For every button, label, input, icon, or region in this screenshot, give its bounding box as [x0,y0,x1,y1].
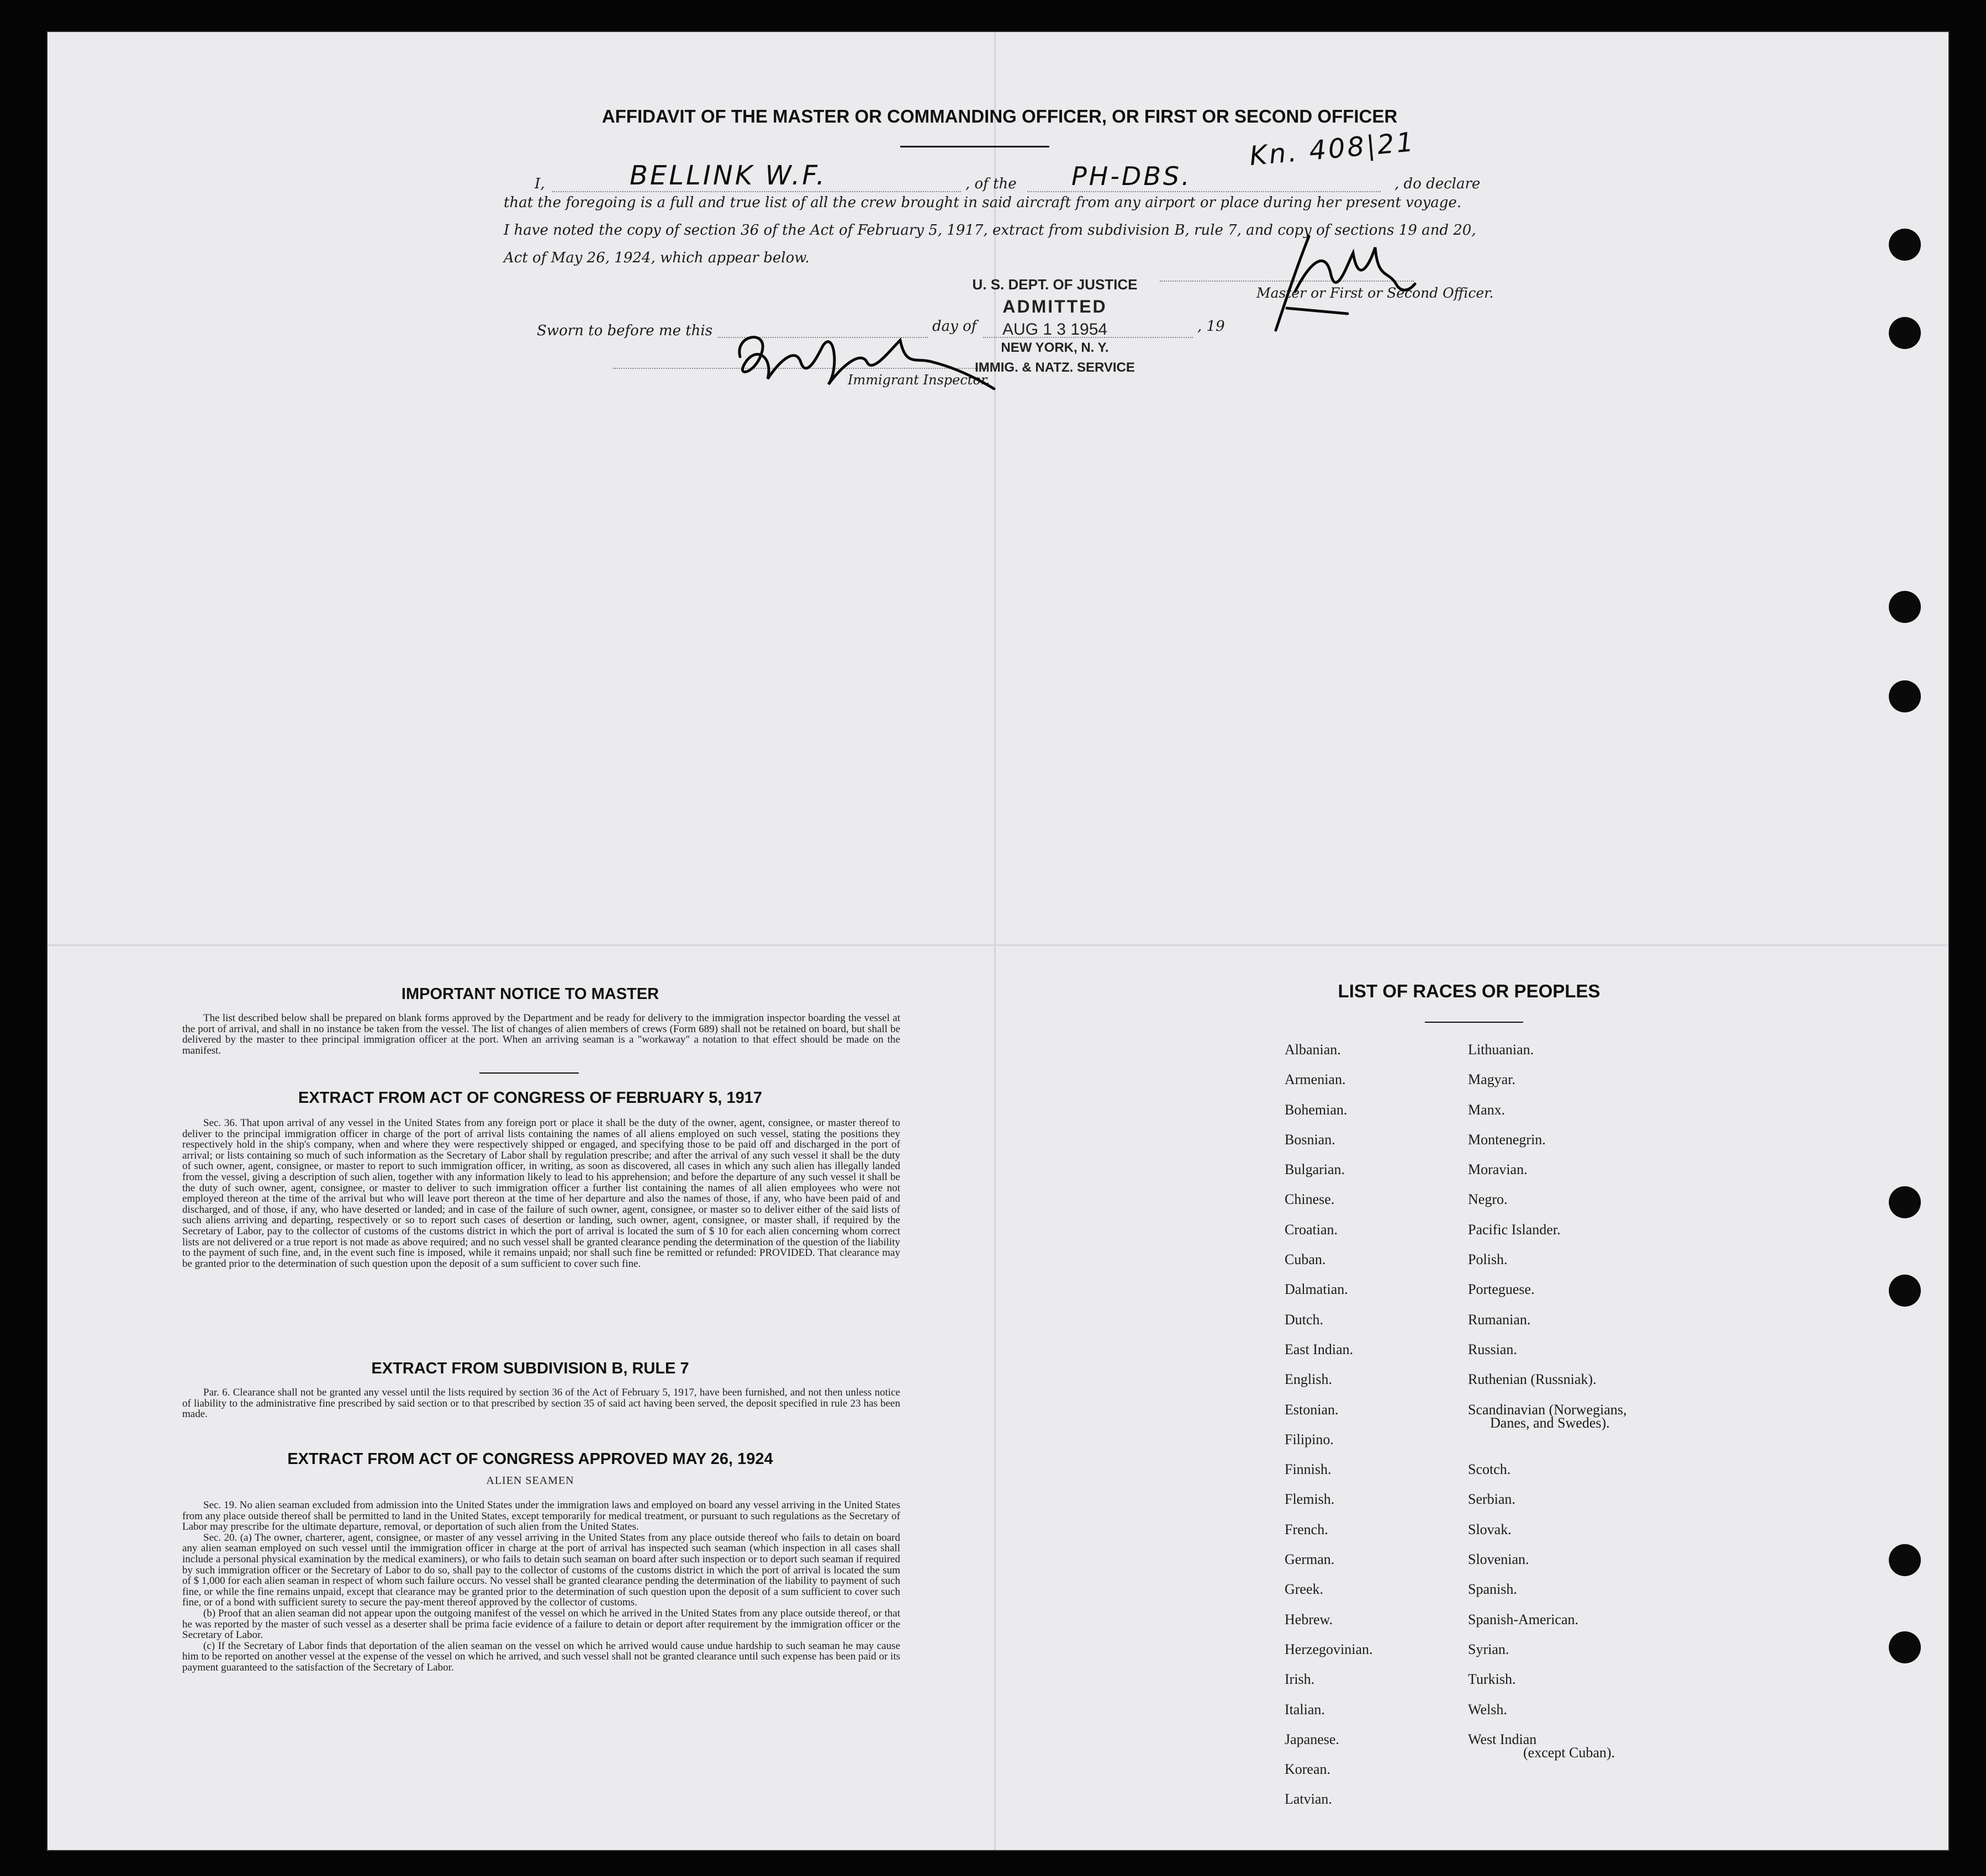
race-item: Finnish. [1285,1461,1332,1478]
race-item: Magyar. [1468,1071,1515,1088]
year-label: , 19 [1197,318,1225,335]
binder-hole [1889,1544,1921,1576]
sec20a-paragraph: Sec. 20. (a) The owner, charterer, agent, consignee, or master of any vessel arriving in the United States from any place outside thereof who fails to detain on board any alien seaman employed on such vessel until the immigration officer in charge at the port of arrival has inspected such seaman (which inspection in all cases shall include a personal physical examination by the medical examiners), or who fails to detain such seaman on board after such inspection or to deport such seaman if required by such immigration officer or the Secretary of Labor to do so, shall pay to the collector of customs of the customs district in which the port of arrival is located the sum of $ 1,000 for each alien seaman in respect of whom such failure occurs. No vessel shall be granted clearance pending the determination of the liability to payment of such fine, or while the fine remains unpaid, except that clearance may be granted prior to the determination of such question upon the deposit of a sum sufficient to cover such fine, or of a bond with sufficient surety to secure the pay-ment thereof approved by the collector of customs. [182,1531,900,1609]
race-item: Herzegovinian. [1285,1641,1373,1657]
rule7-title: EXTRACT FROM SUBDIVISION B, RULE 7 [371,1360,689,1377]
race-item: Pacific Islander. [1468,1221,1561,1238]
race-item: Ruthenian (Russniak). [1468,1371,1597,1388]
rule7-text [182,1387,900,1420]
race-item: Turkish. [1468,1671,1516,1688]
race-item: Porteguese. [1468,1281,1535,1298]
inspector-caption: Immigrant Inspector. [848,372,990,388]
race-item: German. [1285,1551,1335,1568]
master-signature-caption: Master or First or Second Officer. [1256,285,1494,301]
binder-hole [1889,591,1921,623]
race-item: Bosnian. [1285,1131,1335,1148]
race-item: Greek. [1285,1581,1324,1598]
alien-seamen-subtitle: ALIEN SEAMEN [486,1475,574,1487]
affidavit-line-2: that the foregoing is a full and true list of all the crew brought in said aircraft from any airport or place during her present voyage. [504,194,1462,211]
binder-hole [1889,1631,1921,1663]
sec19-paragraph: Sec. 19. No alien seaman excluded from admission into the United States under the immigration laws and employed on board any vessel arriving in the United States from any place outside thereof shall be permitted to land in the United States, except temporarily for medical treatment, or pursuant to such regulations as the Secretary of Labor may prescribe for the ultimate departure, removal, or deportation of such alien from the United States. [182,1499,900,1533]
race-item: Slovenian. [1468,1551,1529,1568]
race-item: Welsh. [1468,1701,1507,1718]
race-item: English. [1285,1371,1332,1388]
race-item: Rumanian. [1468,1311,1531,1328]
race-item: Bohemian. [1285,1101,1348,1118]
extract-1917-text [182,1118,900,1269]
affidavit-line-3: I have noted the copy of section 36 of the Act of February 5, 1917, extract from subdivision B, rule 7, and copy of sections 19 and 20, [504,222,1476,239]
race-item: Dalmatian. [1285,1281,1348,1298]
master-name-handwritten: BELLINK W.F. [630,160,827,191]
notice-text [182,1013,900,1056]
race-item: Chinese. [1285,1191,1335,1208]
sec36-paragraph: Sec. 36. That upon arrival of any vessel in the United States from any foreign port or place it shall be the duty of the owner, agent, consignee, or master thereof to deliver to the principal immigration officer in charge of the port of arrival lists containing the names of all aliens employed on such vessel, stating the positions they respectively hold in the ship's company, when and where they were respectively shipped or engaged, and specifying those to be paid off and discharged in the port of arrival; or lists containing so much of such information as the Secretary of Labor shall by regulation prescribe; and after the arrival of any such vessel it shall be the duty of such owner, agent, consignee, or master to report to such immigration officer, in writing, as soon as discovered, all cases in which any such alien has illegally landed from the vessel, giving a description of such alien, together with any information likely to lead to his apprehension; and before the departure of any such vessel it shall be the duty of such owner, agent, consignee, or master to deliver to such immigration officer a further list containing the names of all alien employees who were not employed thereon at the time of the arrival but who will leave port thereon at the time of her departure and also the names of those, if any, who have been paid of and discharged, and of those, if any, who have deserted or landed; and in case of the failure of such owner, agent, consignee, or master so to deliver either of the said lists of such aliens arriving and departing, respectively or so to report such cases of desertion or landing, such owner, agent, consignee, or master shall, if required by the Secretary of Labor, pay to the collector of customs of the customs district in which the port of arrival is located the sum of $ 10 for each alien concerning whom correct lists are not delivered or a true report is not made as above required; and no such vessel shall be granted clearance pending the determination of the question of the liability to the payment of such fine, and, in the event such fine is imposed, while it remains unpaid; nor shall such fine be remitted or refunded: PROVIDED. That clearance may be granted prior to the determination of such question upon the deposit of a sum sufficient to cover such fine. [182,1117,901,1270]
race-item-continuation: Danes, and Swedes). [1490,1414,1610,1431]
affidavit-line-4: Act of May 26, 1924, which appear below. [504,250,810,266]
race-item: Manx. [1468,1101,1506,1118]
binder-hole [1889,317,1921,349]
race-item: Bulgarian. [1285,1161,1345,1178]
aircraft-line [1027,191,1381,192]
race-item: Albanian. [1285,1042,1341,1058]
race-item: Negro. [1468,1191,1508,1208]
stamp-line-5: IMMIG. & NATZ. SERVICE [975,360,1135,375]
race-item: Latvian. [1285,1791,1332,1808]
extract-1924-text [182,1500,900,1673]
race-item: Moravian. [1468,1161,1528,1178]
extract-1924-title: EXTRACT FROM ACT OF CONGRESS APPROVED MAY 26, 1924 [287,1450,773,1468]
race-item: Croatian. [1285,1221,1338,1238]
fold-line-horizontal [47,944,1948,946]
race-item: Italian. [1285,1701,1325,1718]
race-item-text: Scandinavian (Norwegians, [1468,1401,1627,1418]
race-item: Filipino. [1285,1431,1334,1447]
stamp-line-2: ADMITTED [1002,297,1107,316]
binder-hole [1889,1186,1921,1218]
race-item: Irish. [1285,1671,1315,1688]
admitted-stamp [972,276,1138,376]
races-title: LIST OF RACES OR PEOPLES [1338,981,1601,1001]
race-item: Hebrew. [1285,1611,1333,1627]
race-item: Cuban. [1285,1251,1326,1268]
race-item-continuation: (except Cuban). [1523,1744,1615,1761]
race-item: Russian. [1468,1341,1517,1357]
races-column-2 [1468,1042,1626,1775]
binder-hole [1889,680,1921,712]
sec20c-paragraph: (c) If the Secretary of Labor finds that deportation of the alien seaman on the vessel on which he arrived would cause undue hardship to such seaman he may cause him to be reported on another vessel at the expense of the vessel on which he arrived, and such vessel shall not be granted clearance until such expense has been paid or its payment guaranteed to the satisfaction of the Secretary of Labor. [182,1640,900,1673]
notice-paragraph: The list described below shall be prepared on blank forms approved by the Department and be ready for delivery to the immigration inspector boarding the vessel at the port of arrival, and shall in no instance be taken from the vessel. The list of changes of alien members of crews (Form 689) shall not be retained on board, but shall be delivered by the master to thee principal immigration officer at the port. When an arriving seaman is a "workaway" a notation to that effect should be made on the manifest. [182,1012,900,1056]
race-item: Armenian. [1285,1071,1346,1088]
title-rule [900,146,1049,147]
race-item: Spanish. [1468,1581,1517,1598]
race-item: Estonian. [1285,1401,1339,1418]
race-item: Flemish. [1285,1491,1335,1508]
binder-hole [1889,229,1921,261]
race-item: French. [1285,1521,1328,1537]
race-item: East Indian. [1285,1341,1354,1357]
race-item-text: West Indian [1468,1731,1537,1747]
race-item: Montenegrin. [1468,1131,1546,1148]
do-declare-label: , do declare [1395,176,1481,192]
sworn-label: Sworn to before me this [537,323,713,339]
notice-rule [479,1072,579,1074]
day-of-label: day of [932,318,977,335]
race-item: Serbian. [1468,1491,1515,1508]
extract-1917-title: EXTRACT FROM ACT OF CONGRESS OF FEBRUARY 5, 1917 [298,1089,763,1107]
race-item: Slovak. [1468,1521,1512,1537]
races-rule [1425,1022,1523,1023]
master-name-line [552,191,961,192]
inspector-signature [723,324,1000,406]
stamp-line-4: NEW YORK, N. Y. [1001,340,1109,355]
races-column-1 [1285,1042,1373,1821]
binder-hole [1889,1275,1921,1307]
race-item: Spanish-American. [1468,1611,1579,1627]
race-item: Lithuanian. [1468,1042,1534,1058]
sec20b-paragraph: (b) Proof that an alien seaman did not appear upon the outgoing manifest of the vessel on which he arrived in the United States from any place outside thereof, or that he was reported by the master of such vessel as a deserter shall be prima facie evidence of a failure to detain or deport after requirement by the immigration officer or the Secretary of Labor. [182,1607,900,1641]
race-item: Polish. [1468,1251,1508,1268]
affidavit-title: AFFIDAVIT OF THE MASTER OR COMMANDING OFFICER, OR FIRST OR SECOND OFFICER [601,106,1398,126]
race-item [1468,1402,1626,1462]
i-label: I, [535,176,545,192]
race-item: Japanese. [1285,1731,1339,1747]
stamp-line-1: U. S. DEPT. OF JUSTICE [972,276,1138,293]
of-the-label: , of the [965,176,1017,192]
flight-ref-handwritten: Kn. 408|21 [1248,126,1417,172]
stamp-line-3: AUG 1 3 1954 [1002,320,1108,339]
race-item: Korean. [1285,1761,1331,1778]
race-item: Scotch. [1468,1461,1511,1478]
notice-title: IMPORTANT NOTICE TO MASTER [401,985,659,1003]
master-signature [1265,231,1430,336]
par6-paragraph: Par. 6. Clearance shall not be granted any vessel until the lists required by section 36 of the Act of February 5, 1917, have been furnished, and not then unless notice of liability to the administrative fine prescribed by said section or to that prescribed by section 35 of said act having been served, the deposit specified in rule 23 has been made. [182,1387,900,1420]
race-item: Syrian. [1468,1641,1509,1657]
aircraft-handwritten: PH-DBS. [1071,161,1192,191]
race-item [1468,1731,1626,1775]
race-item: Dutch. [1285,1311,1324,1328]
